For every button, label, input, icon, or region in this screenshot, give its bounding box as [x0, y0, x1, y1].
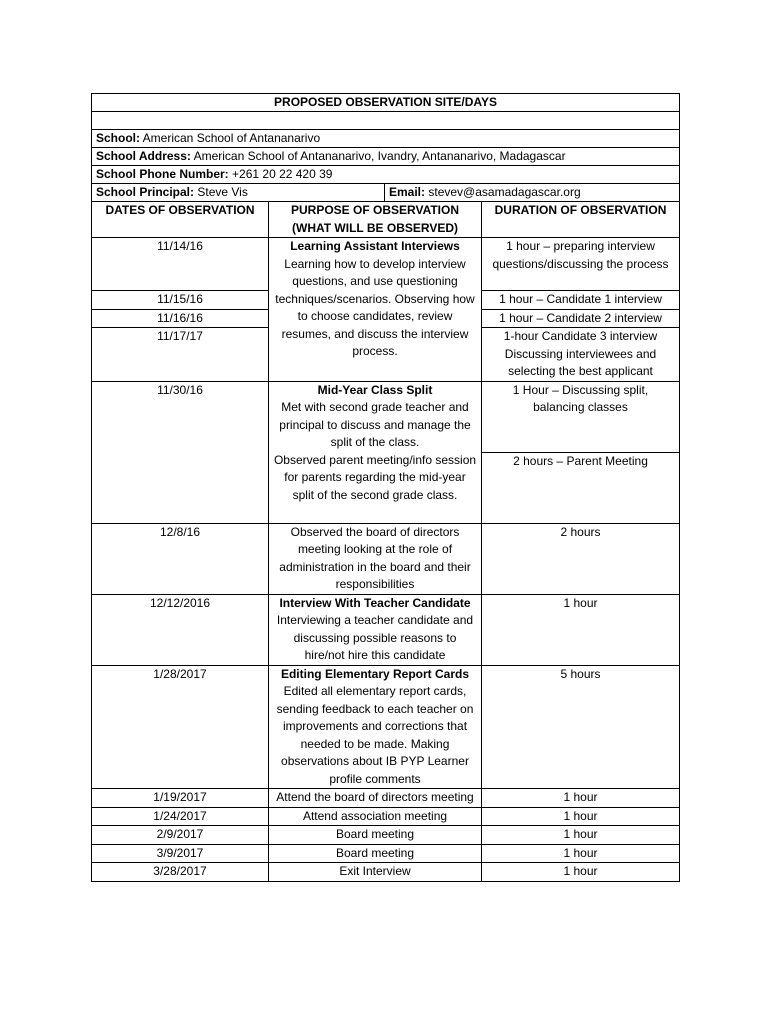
date-cell: 11/17/17 — [92, 328, 269, 382]
phone-value: +261 20 22 420 39 — [232, 167, 333, 181]
email-label: Email: — [389, 185, 426, 199]
duration-cell: 2 hours — [482, 523, 680, 594]
date-cell: 3/9/2017 — [92, 844, 269, 863]
table-row — [92, 844, 680, 863]
purpose-text: Exit Interview — [339, 864, 411, 878]
address-label: School Address: — [96, 149, 191, 163]
header-purpose — [269, 202, 482, 238]
purpose-cell — [269, 789, 482, 808]
school-label: School: — [96, 131, 140, 145]
purpose-cell — [269, 863, 482, 882]
date-cell: 1/19/2017 — [92, 789, 269, 808]
address-row — [92, 148, 680, 166]
duration-cell: 1 hour — [482, 863, 680, 882]
observation-table — [91, 93, 680, 882]
school-value: American School of Antananarivo — [142, 131, 321, 145]
table-row — [92, 665, 680, 789]
observation-document — [91, 93, 679, 882]
purpose-cell — [269, 381, 482, 523]
header-dates: DATES OF OBSERVATION — [92, 202, 269, 238]
duration-cell: 1 hour — [482, 789, 680, 808]
duration-cell: 1 hour – Candidate 1 interview — [482, 291, 680, 310]
duration-cell: 1 hour — [482, 844, 680, 863]
duration-cell: 2 hours – Parent Meeting — [482, 452, 680, 523]
email-cell — [385, 184, 680, 202]
duration-cell: 1 hour – preparing interview questions/discussing the process — [482, 238, 680, 291]
purpose-cell — [269, 238, 482, 382]
table-row — [92, 238, 680, 291]
duration-cell: 1 hour – Candidate 2 interview — [482, 309, 680, 328]
header-duration: DURATION OF OBSERVATION — [482, 202, 680, 238]
principal-label: School Principal: — [96, 185, 195, 199]
purpose-title: Interview With Teacher Candidate — [279, 595, 471, 610]
table-row — [92, 826, 680, 845]
principal-value: Steve Vis — [197, 185, 248, 199]
header-purpose-line2: (WHAT WILL BE OBSERVED) — [292, 220, 458, 235]
email-value: stevev@asamadagascar.org — [428, 185, 581, 199]
table-row — [92, 594, 680, 665]
date-cell: 12/12/2016 — [92, 594, 269, 665]
school-cell — [92, 130, 680, 148]
header-row — [92, 202, 680, 238]
table-row — [92, 807, 680, 826]
duration-cell: 1 hour — [482, 594, 680, 665]
phone-row — [92, 166, 680, 184]
page-title: PROPOSED OBSERVATION SITE/DAYS — [92, 94, 680, 112]
duration-cell: 1 Hour – Discussing split, balancing classes — [482, 381, 680, 452]
purpose-cell — [269, 844, 482, 863]
purpose-text-2: Observed parent meeting/info session for parents regarding the mid-year split of the second grade class. — [273, 452, 477, 502]
purpose-text: Board meeting — [335, 845, 415, 860]
purpose-text: Learning how to develop interview questions, and use questioning techniques/scenarios. Observing how to choose candidates, review resumes, and discuss the interview process. — [275, 256, 475, 358]
principal-row — [92, 184, 680, 202]
purpose-title: Learning Assistant Interviews — [290, 239, 460, 253]
purpose-cell — [269, 665, 482, 789]
purpose-text: Edited all elementary report cards, sending feedback to each teacher on improvements and corrections that needed to be made. Making observations about IB PYP Learner profile comments — [276, 684, 474, 786]
principal-cell — [92, 184, 385, 202]
table-row — [92, 381, 680, 452]
table-row — [92, 523, 680, 594]
duration-cell: 1 hour — [482, 807, 680, 826]
purpose-cell — [269, 594, 482, 665]
purpose-text: Met with second grade teacher and principal to discuss and manage the split of the class. — [279, 400, 471, 449]
table-row — [92, 863, 680, 882]
table-row — [92, 789, 680, 808]
purpose-cell — [269, 807, 482, 826]
purpose-text: Board meeting — [335, 827, 415, 841]
title-row — [92, 94, 680, 112]
date-cell: 11/15/16 — [92, 291, 269, 310]
purpose-cell — [269, 826, 482, 845]
purpose-text: Observed the board of directors meeting looking at the role of administration in the board and their responsibilities — [279, 524, 471, 591]
purpose-text: Attend the board of directors meeting — [276, 790, 474, 804]
purpose-text: Interviewing a teacher candidate and discussing possible reasons to hire/not hire this candidate — [276, 613, 474, 662]
date-cell: 12/8/16 — [92, 523, 269, 594]
school-row — [92, 130, 680, 148]
address-cell — [92, 148, 680, 166]
duration-cell: 1 hour — [482, 826, 680, 845]
date-cell: 1/24/2017 — [92, 807, 269, 826]
address-value: American School of Antananarivo, Ivandry, Antananarivo, Madagascar — [193, 149, 566, 163]
date-cell: 11/14/16 — [92, 238, 269, 291]
phone-label: School Phone Number: — [96, 167, 229, 181]
phone-cell — [92, 166, 680, 184]
blank-row — [92, 112, 680, 130]
date-cell: 11/30/16 — [92, 381, 269, 523]
date-cell: 11/16/16 — [92, 309, 269, 328]
duration-cell: 5 hours — [482, 665, 680, 789]
date-cell: 1/28/2017 — [92, 665, 269, 789]
purpose-cell — [269, 523, 482, 594]
purpose-text: Attend association meeting — [302, 808, 448, 823]
date-cell: 3/28/2017 — [92, 863, 269, 882]
date-cell: 2/9/2017 — [92, 826, 269, 845]
purpose-title: Editing Elementary Report Cards — [280, 666, 470, 681]
duration-cell: 1-hour Candidate 3 interview Discussing interviewees and selecting the best applicant — [482, 328, 680, 382]
header-purpose-line1: PURPOSE OF OBSERVATION — [290, 203, 460, 217]
purpose-title: Mid-Year Class Split — [317, 382, 433, 397]
